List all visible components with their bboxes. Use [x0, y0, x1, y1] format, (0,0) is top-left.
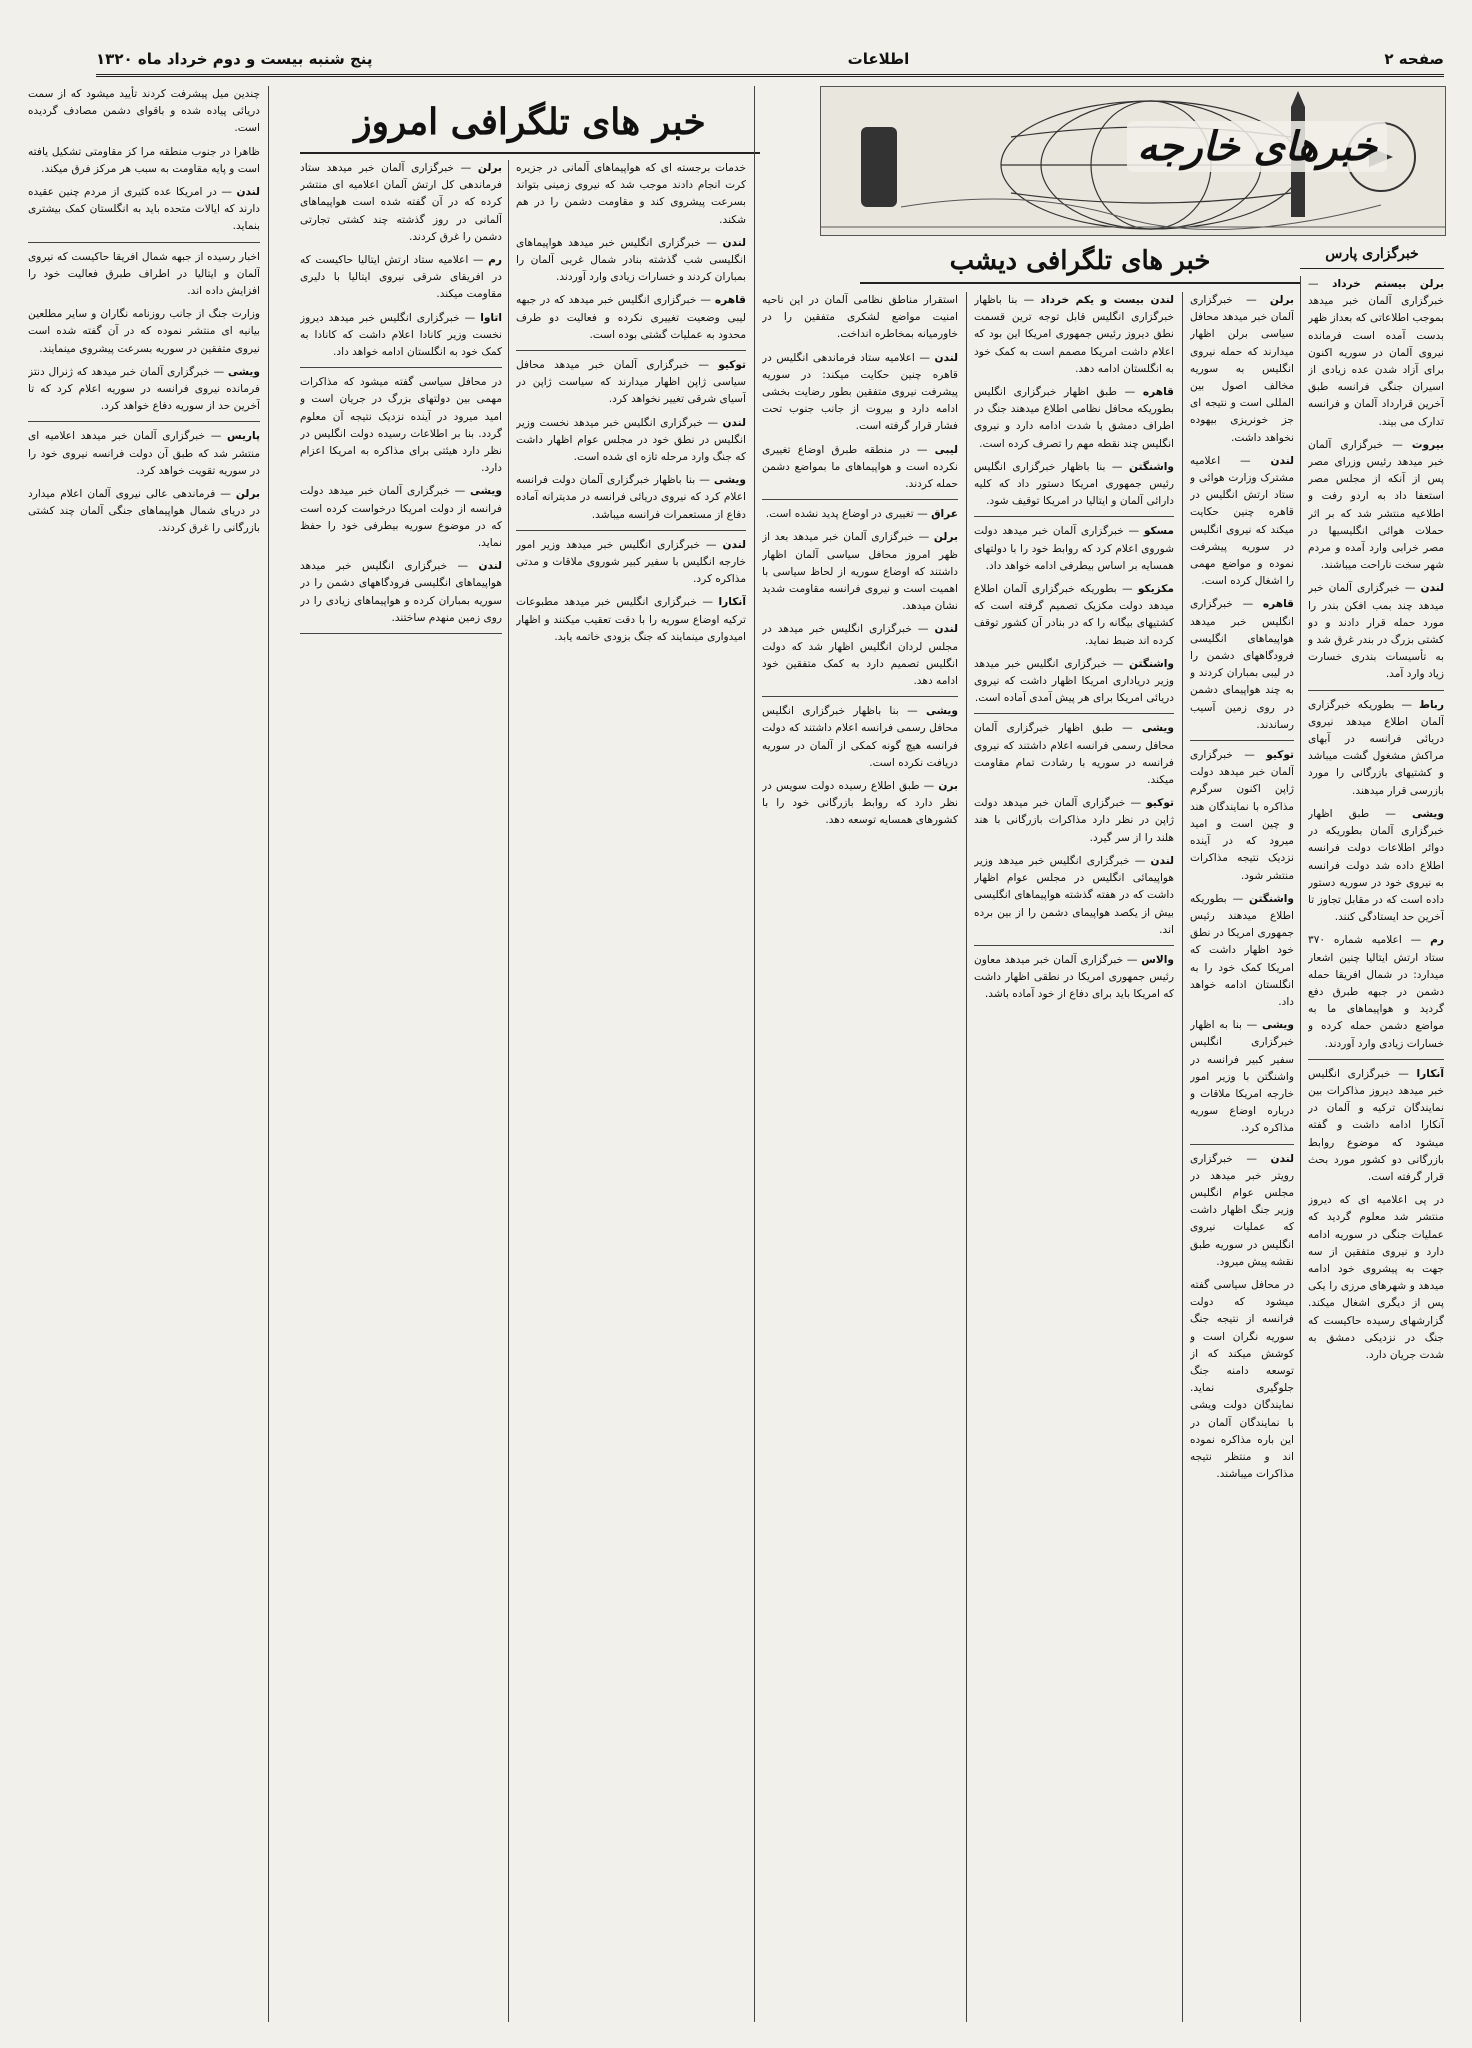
news-body: در منطقه طبرق اوضاع تغییری نکرده است و هواپیماهای ما بمواضع دشمن حمله کردند. — [762, 443, 958, 491]
news-item: برلن — خبرگزاری آلمان خبر میدهد بعد از ظهر امروز محافل سیاسی آلمان اظهار داشتند که اوضاع سوریه از لحاظ سیاسی با اهمیت است و نیروی فرانسه مقاومت شدید نشان میدهد. — [762, 531, 958, 613]
news-item: برلن — خبرگزاری آلمان خبر میدهد ستاد فرماندهی کل ارتش آلمان اعلامیه ای منتشر کرده که در آن گفته شده است هواپیماهای آلمانی در روز گذشته چند کشتی تجارتی دشمن را غرق کردند. — [300, 162, 502, 243]
news-body: بطوریکه خبرگزاری آلمان اطلاع میدهد نیروی دریائی فرانسه در آبهای مراکش مشغول گشت میباشد و کشتیهای بازرگانی را مورد بازرسی قرار میدهند. — [1308, 698, 1444, 797]
news-body: خبرگزاری آلمان خبر میدهد که ژنرال دنتز فرمانده نیروی فرانسه در سوریه اعلام کرد که تا آخرین حد از سوریه دفاع خواهد کرد. — [28, 365, 260, 413]
news-item: لندن — خبرگزاری انگلیس خبر میدهد وزیر امور خارجه انگلیس با سفیر کبیر شوروی ملاقات و مدتی مذاکره کرد. — [516, 538, 746, 586]
news-item: توکیو — خبرگزاری آلمان خبر میدهد محافل سیاسی ژاپن اظهار میدارند که سیاست ژاپن در آسیای شرقی تغییر نخواهد کرد. — [516, 359, 746, 406]
news-item: رباط — بطوریکه خبرگزاری آلمان اطلاع میدهد نیروی دریائی فرانسه در آبهای مراکش مشغول گشت میباشد و کشتیهای بازرگانی را مورد بازرسی قرار میدهند. — [1308, 698, 1444, 797]
article-separator — [974, 516, 1174, 517]
news-body: بطوریکه خبرگزاری آلمان اطلاع میدهد دولت مکزیک تصمیم گرفته است که کشتیهای بیگانه را که در بنادر آن کشور توقف کرده اند ضبط نماید. — [974, 583, 1174, 647]
news-item: لندن — خبرگزاری انگلیس خبر میدهد هواپیماهای انگلیسی شب گذشته بنادر شمال غربی آلمان را بمباران کردند و خسارات زیادی وارد آوردند. — [516, 236, 746, 284]
news-dateline: لندن — [1270, 454, 1294, 467]
news-item — [1190, 1277, 1294, 1483]
news-dateline: قاهره — [1262, 598, 1294, 611]
news-item — [300, 374, 502, 477]
news-dateline: توکیو — [1146, 797, 1174, 810]
column-2 — [1190, 292, 1294, 2022]
news-body: خبرگزاری انگلیس خبر میدهد وزیر امور خارجه انگلیس با سفیر کبیر شوروی ملاقات و مدتی مذاکره کرد. — [516, 538, 746, 586]
news-body: در امریکا عده کثیری از مردم چنین عقیده دارند که ایالات متحده باید به انگلستان کمک بیشتری بنماید. — [28, 186, 260, 233]
news-dateline: ویشی — [227, 365, 260, 378]
article-separator — [974, 713, 1174, 714]
news-item: اتاوا — خبرگزاری انگلیس خبر میدهد دیروز نخست وزیر کانادا اعلام داشت که کانادا به کمک خود به انگلستان ادامه خواهد داد. — [300, 311, 502, 359]
news-dateline: برلن — [235, 488, 260, 501]
news-item: پاریس — خبرگزاری آلمان خبر میدهد اعلامیه ای منتشر شد که طبق آن دولت فرانسه نیروی خود را در سوریه تقویت خواهد کرد. — [28, 430, 260, 477]
news-body: وزارت جنگ از جانب روزنامه نگاران و سایر مطلعین بیانیه ای منتشر نموده که در آن گفته شده است نیروی متفقین در سوریه بسرعت پیشروی مینمایند. — [28, 308, 260, 355]
column-divider — [1300, 276, 1301, 2022]
news-dateline: رم — [488, 254, 502, 267]
news-item: مسکو — خبرگزاری آلمان خبر میدهد دولت شوروی اعلام کرد که روابط خود را با دولتهای همسایه بر اساس بیطرفی ادامه خواهد داد. — [974, 525, 1174, 572]
news-item: بیروت — خبرگزاری آلمان خبر میدهد رئیس وزرای مصر پس از آنکه از مجلس مصر استعفا داد به اردو رفت و اطلاعیه منتشر شد که بر اثر حملات هوائی انگلیسیها در مصر خرابی وارد آمده و مردم شهر سخت ناراحت میباشند. — [1308, 438, 1444, 572]
news-item: آنکارا — خبرگزاری انگلیس خبر میدهد دیروز مذاکرات بین نمایندگان ترکیه و آلمان در آنکارا ادامه داشت و گفته میشود که موضوع روابط بازرگانی دو کشور مورد بحث قرار گرفته است. — [1308, 1067, 1444, 1183]
news-body: خبرگزاری آلمان خبر میدهد معاون رئیس جمهوری امریکا در نطقی اظهار داشت که امریکا باید برای دفاع از خود آماده باشد. — [974, 953, 1174, 1001]
column-4 — [762, 292, 958, 2022]
news-item: لندن — خبرگزاری انگلیس خبر میدهد در مجلس لردان انگلیس اظهار شد که دولت انگلیس تصمیم دارد به کمک متفقین خود ادامه دهد. — [762, 623, 958, 688]
news-body: بطوریکه اطلاع میدهند رئیس جمهوری امریکا در نطق خود اظهار داشت که امریکا کمک خود را به انگلستان ادامه خواهد داد. — [1190, 892, 1294, 1008]
article-separator — [1308, 1059, 1444, 1060]
news-dateline: توکیو — [1266, 749, 1294, 762]
news-body: خبرگزاری انگلیس خبر میدهد هواپیماهای انگلیسی فرودگاههای دشمن را در سوریه بمباران کرده و هواپیماهای زیادی را در روی زمین منهدم ساختند. — [300, 560, 502, 624]
news-dateline: قاهره — [714, 294, 746, 307]
news-body: خبرگزاری آلمان خبر میدهد دولت شوروی اعلام کرد که روابط خود را با دولتهای همسایه بر اساس بیطرفی ادامه خواهد داد. — [974, 525, 1174, 572]
news-item: لندن — خبرگزاری انگلیس خبر میدهد هواپیماهای انگلیسی فرودگاههای دشمن را در سوریه بمباران کرده و هواپیماهای زیادی را در روی زمین منهدم ساختند. — [300, 560, 502, 624]
news-dateline: برلن — [477, 162, 502, 174]
last-night-telegraph-headline: خبر های تلگرافی دیشب — [860, 240, 1300, 284]
column-divider — [268, 86, 269, 2022]
news-body: خبرگزاری رویتر خبر میدهد در مجلس عوام انگلیس وزیر جنگ اظهار داشت که عملیات نیروی انگلیس در سوریه طبق نقشه پیش میرود. — [1190, 1152, 1294, 1268]
news-dateline: لندن — [478, 560, 502, 573]
foreign-news-logo — [820, 86, 1446, 236]
news-dateline: عراق — [931, 508, 958, 521]
column-7 — [28, 86, 260, 2022]
news-dateline: لیبی — [934, 443, 958, 456]
news-item: واشنگتن — بطوریکه اطلاع میدهند رئیس جمهوری امریکا در نطق خود اظهار داشت که امریکا کمک خود را به انگلستان ادامه خواهد داد. — [1190, 892, 1294, 1008]
logo-title: خبرهای خارجه — [1127, 121, 1387, 172]
news-body: خبرگزاری آلمان خبر میدهد رئیس وزرای مصر پس از آنکه از مجلس مصر استعفا داد به اردو رفت و اطلاعیه منتشر شد که بر اثر حملات هوائی انگلیسیها در مصر خرابی وارد آمده و مردم شهر سخت ناراحت میباشند. — [1308, 438, 1444, 572]
news-body: در پی اعلامیه ای که دیروز منتشر شد معلوم گردید که عملیات جنگی در سوریه ادامه دارد و نیروی متفقین از سه جهت به پیشروی خود ادامه میدهد و شهرهای مرزی را یکی پس از دیگری اشغال میکند. گزارشهای رسیده حاکیست که جنگ در نزدیکی دمشق به شدت جریان دارد. — [1308, 1194, 1444, 1361]
news-dateline: برلن — [1269, 294, 1294, 306]
news-body: طبق اظهار خبرگزاری آلمان محافل رسمی فرانسه اعلام داشتند که نیروی فرانسه در سوریه با رشادت تمام مقاومت میکند. — [974, 722, 1174, 787]
news-body: خبرگزاری آلمان خبر میدهد دولت ژاپن در نظر دارد مذاکرات بازرگانی با هند هلند را از سر گیرد. — [974, 797, 1174, 844]
news-dateline: والاس — [1141, 953, 1174, 966]
news-body: خبرگزاری آلمان خبر میدهد محافل سیاسی ژاپن اظهار میدارند که سیاست ژاپن در آسیای شرقی تغییر نخواهد کرد. — [516, 359, 746, 406]
news-item: لندن — اعلامیه مشترک وزارت هوائی و ستاد ارتش انگلیس در قاهره چنین حکایت میکند که نیروی انگلیس در سوریه پیشرفت نموده و مواضع مهمی را اشغال کرده است. — [1190, 454, 1294, 588]
news-dateline: پاریس — [226, 430, 260, 443]
news-dateline: برلن — [933, 531, 958, 544]
news-body: طبق اظهار خبرگزاری آلمان بطوریکه در دوائر اطلاعات دولت فرانسه اطلاع داده شد دولت فرانسه به نیروی خود در سوریه دستور داده است که در مقابل تجاوز تا آخرین حد ایستادگی کنند. — [1308, 807, 1444, 924]
news-item: ویشی — خبرگزاری آلمان خبر میدهد که ژنرال دنتز فرمانده نیروی فرانسه در سوریه اعلام کرد که تا آخرین حد از سوریه دفاع خواهد کرد. — [28, 365, 260, 413]
news-item: ویشی — بنا باظهار خبرگزاری انگلیس محافل رسمی فرانسه اعلام داشتند که دولت فرانسه هیچ گونه کمکی از آلمان در سوریه دریافت نکرده است. — [762, 705, 958, 769]
news-item: رم — اعلامیه ستاد ارتش ایتالیا حاکیست که در افریقای شرقی نیروی ایتالیا با دلیری مقاومت میکند. — [300, 254, 502, 301]
news-item: لندن — اعلامیه ستاد فرماندهی انگلیس در قاهره چنین حکایت میکند: در سوریه پیشرفت نیروی متفقین بطور رضایت بخشی ادامه دارد و بیروت از جانب جنوب تحت فشار قرار گرفته است. — [762, 351, 958, 433]
news-dateline: لندن — [722, 236, 746, 249]
pars-agency-label: خبرگزاری پارس — [1300, 240, 1444, 269]
news-body: خبرگزاری انگلیس خبر میدهد که در جبهه لیبی وضعیت تغییری نکرده و فعالیت دو طرف محدود به عملیات گشتی بوده است. — [516, 294, 746, 341]
news-item: برلن — فرماندهی عالی نیروی آلمان اعلام میدارد در دریای شمال هواپیماهای جنگی آلمان چند کشتی بازرگانی را غرق کردند. — [28, 488, 260, 535]
news-body: خبرگزاری انگلیس خبر میدهد مطبوعات ترکیه اوضاع سوریه را با دقت تعقیب میکنند و اظهار امیدواری مینمایند که جنگ بزودی خاتمه یابد. — [516, 596, 746, 643]
news-body: بنا باظهار خبرگزاری انگلیس محافل رسمی فرانسه اعلام داشتند که دولت فرانسه هیچ گونه کمکی از آلمان در سوریه دریافت نکرده است. — [762, 705, 958, 769]
news-body: بنا باظهار خبرگزاری انگلیس قابل توجه ترین قسمت نطق دیروز رئیس جمهوری امریکا این بود که اعلام داشت امریکا مصمم است به کمک خود به انگلستان ادامه دهد. — [974, 294, 1174, 375]
news-body: اعلامیه شماره ۳۷۰ ستاد ارتش ایتالیا چنین اشعار میدارد: در شمال افریقا حمله دشمن در جبهه طبرق دفع گردید و هواپیماهای ما به مواضع دشمن حمله کرده و خسارات زیادی وارد آوردند. — [1308, 934, 1444, 1050]
news-body: بنا به اظهار خبرگزاری انگلیس سفیر کبیر فرانسه در واشنگتن با وزیر امور خارجه امریکا ملاقات و درباره اوضاع سوریه مذاکره کرد. — [1190, 1019, 1294, 1135]
news-dateline: توکیو — [718, 359, 746, 372]
news-dateline: لندن — [934, 623, 958, 636]
news-body: خبرگزاری انگلیس خبر میدهد دیروز مذاکرات بین نمایندگان ترکیه و آلمان در آنکارا ادامه داشت و گفته میشود که موضوع روابط بازرگانی دو کشور مورد بحث قرار گرفته است. — [1308, 1067, 1444, 1183]
news-body: خبرگزاری انگلیس خبر میدهد وزیر دریاداری امریکا اظهار داشت که نیروی دریائی امریکا برای هر پیش آمدی آماده است. — [974, 657, 1174, 705]
news-item: ویشی — طبق اظهار خبرگزاری آلمان بطوریکه در دوائر اطلاعات دولت فرانسه اطلاع داده شد دولت فرانسه به نیروی خود در سوریه دستور داده است که در مقابل تجاوز تا آخرین حد ایستادگی کنند. — [1308, 807, 1444, 924]
news-body: خبرگزاری انگلیس خبر میدهد دیروز نخست وزیر کانادا اعلام داشت که کانادا به کمک خود به انگلستان ادامه خواهد داد. — [300, 311, 502, 359]
news-item: ویشی — بنا باظهار خبرگزاری آلمان دولت فرانسه اعلام کرد که نیروی دریائی فرانسه در مدیترانه آماده دفاع از مستعمرات فرانسه میباشد. — [516, 474, 746, 521]
news-dateline: لندن — [722, 416, 746, 429]
article-separator — [300, 633, 502, 634]
news-body: اعلامیه ستاد ارتش ایتالیا حاکیست که در افریقای شرقی نیروی ایتالیا با دلیری مقاومت میکند. — [300, 254, 502, 301]
article-separator — [762, 499, 958, 500]
article-separator — [28, 421, 260, 422]
news-item: توکیو — خبرگزاری آلمان خبر میدهد دولت ژاپن اکنون سرگرم مذاکره با نمایندگان هند و چین است و امید میرود که در آینده نزدیک نتیجه مذاکرات منتشر شود. — [1190, 749, 1294, 882]
news-item: لندن — خبرگزاری انگلیس خبر میدهد وزیر هواپیمائی انگلیس در مجلس عوام اظهار داشت که در هفته گذشته هواپیماهای انگلیسی بیش از یکصد هواپیمای دشمن را از بین برده اند. — [974, 854, 1174, 936]
article-separator — [300, 367, 502, 368]
news-dateline: لندن بیست و یکم خرداد — [1040, 294, 1174, 306]
news-dateline: واشنگتن — [1249, 892, 1294, 905]
news-body: طبق اظهار خبرگزاری انگلیس بطوریکه محافل نظامی اطلاع میدهند جنگ در اطراف دمشق با شدت ادامه دارد و نیروی انگلیس چند نقطه مهم را تصرف کرده است. — [974, 386, 1174, 450]
article-separator — [1190, 740, 1294, 741]
news-item — [762, 292, 958, 344]
news-item: رم — اعلامیه شماره ۳۷۰ ستاد ارتش ایتالیا چنین اشعار میدارد: در شمال افریقا حمله دشمن در جبهه طبرق دفع گردید و هواپیماهای ما به مواضع دشمن حمله کرده و خسارات زیادی وارد آوردند. — [1308, 934, 1444, 1050]
page-header — [96, 44, 1444, 77]
news-body: اعلامیه مشترک وزارت هوائی و ستاد ارتش انگلیس در قاهره چنین حکایت میکند که نیروی انگلیس در سوریه پیشرفت نموده و مواضع مهمی را اشغال کرده است. — [1190, 454, 1294, 588]
news-item: لندن — در امریکا عده کثیری از مردم چنین عقیده دارند که ایالات متحده باید به انگلستان کمک بیشتری بنماید. — [28, 186, 260, 233]
news-body: خبرگزاری آلمان خبر میدهد اعلامیه ای منتشر شد که طبق آن دولت فرانسه نیروی خود را در سوریه تقویت خواهد کرد. — [28, 430, 260, 477]
news-item: والاس — خبرگزاری آلمان خبر میدهد معاون رئیس جمهوری امریکا در نطقی اظهار داشت که امریکا باید برای دفاع از خود آماده باشد. — [974, 953, 1174, 1001]
news-body: خبرگزاری آلمان خبر میدهد بعد از ظهر امروز محافل سیاسی آلمان اظهار داشتند که اوضاع سوریه از لحاظ سیاسی با اهمیت است و نیروی فرانسه مقاومت شدید نشان میدهد. — [762, 531, 958, 613]
news-body: خبرگزاری انگلیس خبر میدهد هواپیماهای انگلیسی فرودگاههای دشمن را در لیبی بمباران کردند و به چند هواپیمای دشمن در روی زمین آسیب رساندند. — [1190, 598, 1294, 731]
article-separator — [516, 350, 746, 351]
news-body: بنا باظهار خبرگزاری آلمان دولت فرانسه اعلام کرد که نیروی دریائی فرانسه در مدیترانه آماده دفاع از مستعمرات فرانسه میباشد. — [516, 474, 746, 521]
news-item: واشنگتن — خبرگزاری انگلیس خبر میدهد وزیر دریاداری امریکا اظهار داشت که نیروی دریائی امریکا برای هر پیش آمدی آماده است. — [974, 657, 1174, 705]
news-dateline: لندن — [1270, 1152, 1294, 1165]
news-body: ظاهرا در جنوب منطقه مرا کز مقاومتی تشکیل یافته است و پایه مقاومت به سبب هر مرکز فرق میکند. — [28, 145, 260, 175]
issue-date: پنج شنبه بیست و دوم خرداد ماه ۱۳۲۰ — [96, 50, 373, 68]
news-body: در محافل سیاسی گفته میشود که مذاکرات مهمی بین دولتهای بزرگ در جریان است و امید میرود در آینده نزدیک نتیجه آن معلوم گردد. بنا بر اطلاعات رسیده دولت انگلیس در نظر دارد هیئتی برای مذاکره به امریکا اعزام دارد. — [300, 376, 502, 475]
column-divider — [754, 86, 755, 2022]
page-number: صفحه ۲ — [1384, 50, 1444, 68]
news-dateline: لندن — [934, 351, 958, 364]
news-body: استقرار مناطق نظامی آلمان در این ناحیه امنیت مواضع لشکری متفقین را در خاورمیانه بمخاطره انداخت. — [762, 294, 958, 341]
news-item: لندن — خبرگزاری انگلیس خبر میدهد نخست وزیر انگلیس در نطق خود در مجلس عوام اظهار داشت که جنگ وارد مرحله تازه ای شده است. — [516, 416, 746, 464]
news-body: خبرگزاری آلمان خبر میدهد محافل سیاسی برلن اظهار میدارند که حمله نیروی انگلیس به سوریه مخالف اصول بین المللی است و نتیجه ای جز خونریزی بیهوده نخواهد داشت. — [1190, 294, 1294, 444]
news-item: برن — طبق اطلاع رسیده دولت سویس در نظر دارد که روابط بازرگانی خود را با کشورهای همسایه توسعه دهد. — [762, 780, 958, 827]
news-body: خدمات برجسته ای که هواپیماهای آلمانی در جزیره کرت انجام دادند موجب شد که نیروی زمینی بتواند بسرعت پیشروی کند و مقاومت دشمن را در هم شکند. — [516, 162, 746, 226]
news-item: ویشی — خبرگزاری آلمان خبر میدهد دولت فرانسه از دولت امریکا درخواست کرده است که در موضوع سوریه بیطرفی خود را حفظ نماید. — [300, 485, 502, 550]
news-body: خبرگزاری انگلیس خبر میدهد در مجلس لردان انگلیس اظهار شد که دولت انگلیس تصمیم دارد به کمک متفقین خود ادامه دهد. — [762, 623, 958, 688]
news-dateline: ویشی — [1261, 1019, 1294, 1032]
news-item: قاهره — خبرگزاری انگلیس خبر میدهد هواپیماهای انگلیسی فرودگاههای دشمن را در لیبی بمباران کردند و به چند هواپیمای دشمن در روی زمین آسیب رساندند. — [1190, 598, 1294, 731]
news-body: خبرگزاری انگلیس خبر میدهد نخست وزیر انگلیس در نطق خود در مجلس عوام اظهار داشت که جنگ وارد مرحله تازه ای شده است. — [516, 416, 746, 464]
news-item: لندن — خبرگزاری رویتر خبر میدهد در مجلس عوام انگلیس وزیر جنگ اظهار داشت که عملیات نیروی انگلیس در سوریه طبق نقشه پیش میرود. — [1190, 1152, 1294, 1268]
column-3 — [974, 292, 1174, 2022]
news-item: توکیو — خبرگزاری آلمان خبر میدهد دولت ژاپن در نظر دارد مذاکرات بازرگانی با هند هلند را از سر گیرد. — [974, 797, 1174, 844]
column-divider — [1182, 292, 1183, 2022]
news-dateline: ویشی — [1141, 722, 1174, 735]
news-item: قاهره — طبق اظهار خبرگزاری انگلیس بطوریکه محافل نظامی اطلاع میدهند جنگ در اطراف دمشق با شدت ادامه دارد و نیروی انگلیس چند نقطه مهم را تصرف کرده است. — [974, 386, 1174, 450]
news-item: آنکارا — خبرگزاری انگلیس خبر میدهد مطبوعات ترکیه اوضاع سوریه را با دقت تعقیب میکنند و اظهار امیدواری مینمایند که جنگ بزودی خاتمه یابد. — [516, 596, 746, 643]
news-dateline: اتاوا — [480, 311, 502, 324]
article-separator — [762, 696, 958, 697]
news-dateline: لندن — [236, 186, 260, 199]
news-dateline: آنکارا — [1416, 1067, 1444, 1080]
news-item: لیبی — در منطقه طبرق اوضاع تغییری نکرده است و هواپیماهای ما بمواضع دشمن حمله کردند. — [762, 443, 958, 491]
news-dateline: واشنگتن — [1129, 657, 1174, 670]
news-dateline: ویشی — [925, 705, 958, 718]
news-dateline: برن — [938, 780, 958, 793]
news-dateline: واشنگتن — [1129, 460, 1174, 473]
news-body: در محافل سیاسی گفته میشود که دولت فرانسه از نتیجه جنگ سوریه نگران است و کوشش میکند که از توسعه دامنه جنگ جلوگیری نماید. نمایندگان دولت ویشی با نمایندگان آلمان در این باره مذاکره نموده اند و منتظر نتیجه مذاکرات میباشند. — [1190, 1278, 1294, 1481]
news-dateline: ویشی — [713, 474, 746, 487]
news-item: برلن بیستم خرداد — خبرگزاری آلمان خبر میدهد بموجب اطلاعاتی که بعداز ظهر بدست آمده است فرمانده نیروی آلمان در سوریه اکنون برای آزاد شدن عده زیادی از اسیران جنگی فرانسه طبق آخرین قرارداد آلمان و فرانسه تدارک می بیند. — [1308, 278, 1444, 428]
news-body: فرماندهی عالی نیروی آلمان اعلام میدارد در دریای شمال هواپیماهای جنگی آلمان چند کشتی بازرگانی را غرق کردند. — [28, 488, 260, 535]
column-divider — [508, 160, 509, 2022]
news-dateline: قاهره — [1142, 386, 1174, 399]
news-dateline: رباط — [1418, 698, 1444, 711]
news-item — [28, 306, 260, 358]
news-dateline: مسکو — [1143, 525, 1174, 538]
column-1 — [1308, 276, 1444, 2022]
news-body: تغییری در اوضاع پدید نشده است. — [765, 508, 914, 521]
article-separator — [974, 945, 1174, 946]
news-body: خبرگزاری انگلیس خبر میدهد هواپیماهای انگلیسی شب گذشته بنادر شمال غربی آلمان را بمباران کردند و خسارات زیادی وارد آوردند. — [516, 236, 746, 284]
news-dateline: ویشی — [469, 485, 502, 498]
todays-telegraph-headline: خبر های تلگرافی امروز — [300, 92, 760, 154]
news-dateline: برلن بیستم خرداد — [1332, 278, 1444, 290]
article-separator — [516, 530, 746, 531]
news-dateline: لندن — [1150, 854, 1174, 867]
news-body: خبرگزاری آلمان خبر میدهد بموجب اطلاعاتی که بعداز ظهر بدست آمده است فرمانده نیروی آلمان در سوریه اکنون برای آزاد شدن عده زیادی از اسیران جنگی فرانسه طبق آخرین قرارداد آلمان و فرانسه تدارک می بیند. — [1308, 295, 1444, 428]
column-divider — [966, 292, 967, 2022]
paper-name: اطلاعات — [847, 50, 910, 68]
news-item: واشنگتن — بنا باظهار خبرگزاری انگلیس رئیس جمهوری امریکا دستور داد که کلیه دارائی آلمان و ایتالیا در امریکا توقیف شود. — [974, 460, 1174, 508]
news-body: خبرگزاری آلمان خبر میدهد چند بمب افکن بندر را مورد حمله قرار دادند و دو کشتی بزرگ در بندر غرق شد و به تأسیسات بندری خسارت زیاد وارد آمد. — [1308, 582, 1444, 681]
news-body: بنا باظهار خبرگزاری انگلیس رئیس جمهوری امریکا دستور داد که کلیه دارائی آلمان و ایتالیا در امریکا توقیف شود. — [974, 460, 1174, 508]
news-item — [28, 86, 260, 138]
news-body: خبرگزاری آلمان خبر میدهد ستاد فرماندهی کل ارتش آلمان اعلامیه ای منتشر کرده که در آن گفته شده است هواپیماهای آلمانی در روز گذشته چند کشتی تجارتی دشمن را غرق کردند. — [300, 162, 502, 243]
news-dateline: لندن — [1420, 582, 1444, 595]
news-body: خبرگزاری آلمان خبر میدهد دولت ژاپن اکنون سرگرم مذاکره با نمایندگان هند و چین است و امید میرود که در آینده نزدیک نتیجه مذاکرات منتشر شود. — [1190, 749, 1294, 882]
news-body: خبرگزاری آلمان خبر میدهد دولت فرانسه از دولت امریکا درخواست کرده است که در موضوع سوریه بیطرفی خود را حفظ نماید. — [300, 485, 502, 550]
news-item: ویشی — بنا به اظهار خبرگزاری انگلیس سفیر کبیر فرانسه در واشنگتن با وزیر امور خارجه امریکا ملاقات و درباره اوضاع سوریه مذاکره کرد. — [1190, 1019, 1294, 1135]
news-body: اعلامیه ستاد فرماندهی انگلیس در قاهره چنین حکایت میکند: در سوریه پیشرفت نیروی متفقین بطور رضایت بخشی ادامه دارد و بیروت از جانب جنوب تحت فشار قرار گرفته است. — [762, 351, 958, 433]
news-item: مکزیکو — بطوریکه خبرگزاری آلمان اطلاع میدهد دولت مکزیک تصمیم گرفته است که کشتیهای بیگانه را که در بنادر آن کشور توقف کرده اند ضبط نماید. — [974, 583, 1174, 647]
news-dateline: مکزیکو — [1137, 583, 1174, 596]
news-body: چندین میل پیشرفت کردند تأیید میشود که از سمت دریائی پیاده شده و باقوای دشمن مصادف گردیده است. — [28, 88, 260, 135]
news-item: لندن — خبرگزاری آلمان خبر میدهد چند بمب افکن بندر را مورد حمله قرار دادند و دو کشتی بزرگ در بندر غرق شد و به تأسیسات بندری خسارت زیاد وارد آمد. — [1308, 582, 1444, 681]
column-5 — [516, 160, 746, 2022]
news-item — [1308, 1192, 1444, 1364]
news-item: عراق — تغییری در اوضاع پدید نشده است. — [765, 508, 958, 521]
news-dateline: رم — [1430, 934, 1444, 947]
news-item: ویشی — طبق اظهار خبرگزاری آلمان محافل رسمی فرانسه اعلام داشتند که نیروی فرانسه در سوریه با رشادت تمام مقاومت میکند. — [974, 722, 1174, 787]
news-item: لندن بیست و یکم خرداد — بنا باظهار خبرگزاری انگلیس قابل توجه ترین قسمت نطق دیروز رئیس جمهوری امریکا این بود که اعلام داشت امریکا مصمم است به کمک خود به انگلستان ادامه دهد. — [974, 294, 1174, 375]
news-item: برلن — خبرگزاری آلمان خبر میدهد محافل سیاسی برلن اظهار میدارند که حمله نیروی انگلیس به سوریه مخالف اصول بین المللی است و نتیجه ای جز خونریزی بیهوده نخواهد داشت. — [1190, 294, 1294, 444]
news-body: اخبار رسیده از جبهه شمال افریقا حاکیست که نیروی آلمان و ایتالیا در اطراف طبرق فعالیت خود را افزایش داده اند. — [28, 250, 260, 298]
news-item — [28, 144, 260, 178]
news-body: طبق اطلاع رسیده دولت سویس در نظر دارد که روابط بازرگانی خود را با کشورهای همسایه توسعه دهد. — [762, 780, 958, 827]
article-separator — [28, 242, 260, 243]
news-dateline: لندن — [722, 538, 746, 551]
news-item: قاهره — خبرگزاری انگلیس خبر میدهد که در جبهه لیبی وضعیت تغییری نکرده و فعالیت دو طرف محدود به عملیات گشتی بوده است. — [516, 294, 746, 341]
news-item — [516, 160, 746, 229]
news-dateline: بیروت — [1411, 438, 1444, 451]
news-item — [28, 249, 260, 301]
column-6 — [300, 160, 502, 2022]
news-dateline: آنکارا — [718, 596, 746, 609]
article-separator — [1190, 1144, 1294, 1145]
news-dateline: ویشی — [1411, 807, 1444, 820]
article-separator — [1308, 690, 1444, 691]
news-body: خبرگزاری انگلیس خبر میدهد وزیر هواپیمائی انگلیس در مجلس عوام اظهار داشت که در هفته گذشته هواپیماهای انگلیسی بیش از یکصد هواپیمای دشمن را از بین برده اند. — [974, 854, 1174, 936]
